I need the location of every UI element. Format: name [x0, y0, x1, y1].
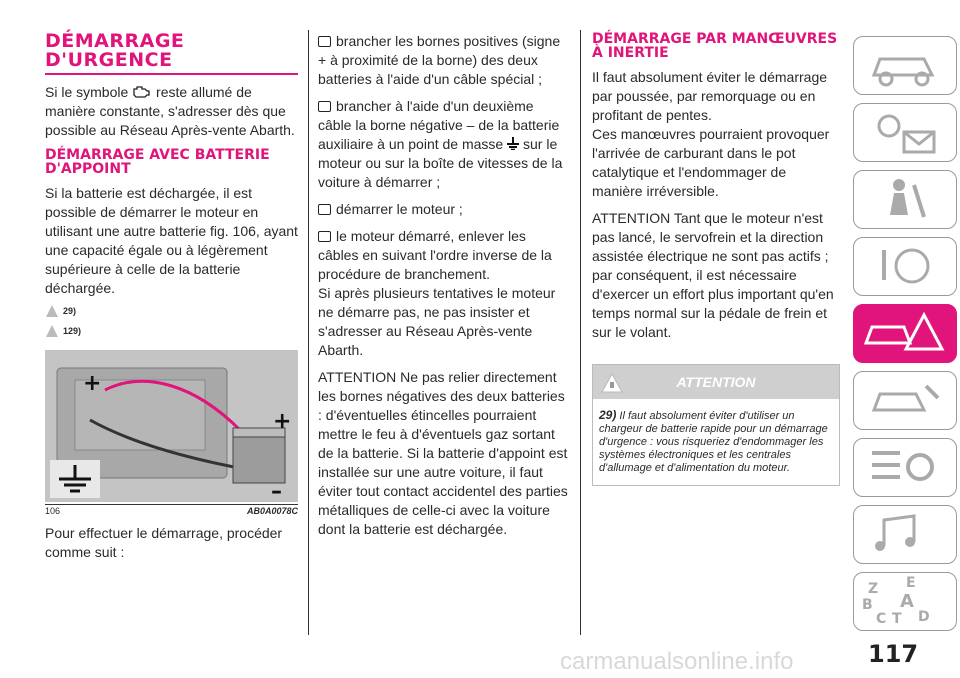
subsection-title-booster-battery: DÉMARRAGE AVEC BATTERIE D'APPOINT	[45, 147, 270, 177]
engine-warning-icon	[132, 85, 152, 98]
retry-paragraph: Si après plusieurs tentatives le moteur ne démarre pas, ne pas insister et s'adresser au Réseau Après-vente Abarth.	[318, 285, 556, 358]
svg-text:E: E	[906, 575, 916, 591]
warning-triangle-icon	[45, 304, 59, 318]
bullet-item: brancher les bornes positives (signe + à proximité de la borne) des deux batteries à l'aide d'un câble spécial ;	[318, 33, 561, 87]
attention-body: 29) Il faut absolument éviter d'utiliser un chargeur de batterie rapide pour un démarrage d'urgence : vous risqueriez d'endommager les systèmes électroniques et les centrales d'allumage et d'alimentation du moteur.	[599, 408, 828, 474]
gears-list-icon	[854, 439, 954, 494]
figure-caption: 106 AB0A0078C	[45, 506, 298, 516]
inertia-paragraph-2: Ces manœuvres pourraient provoquer l'arrivée de carburant dans le pot catalytique et l'endommager de manière irréversible.	[592, 126, 830, 199]
intro-paragraph: Si le symbole reste allumé de manière constante, s'adresser dès que possible au Réseau Après-vente Abarth.	[45, 84, 295, 138]
car-icon	[854, 37, 954, 92]
column-divider	[580, 30, 581, 635]
booster-paragraph: Si la batterie est déchargée, il est possible de démarrer le moteur en utilisant une autre batterie fig. 106, ayant une capacité égale ou à légèrement supérieure à celle de la batterie déchargée.	[45, 185, 298, 296]
checkbox-bullet-icon	[318, 204, 331, 215]
tab-car-overview[interactable]	[853, 36, 957, 95]
tab-index[interactable]	[853, 572, 957, 631]
svg-text:T: T	[892, 611, 902, 627]
inertia-paragraph-1: Il faut absolument éviter le démarrage par poussée, par remorquage ou en profitant de pentes.	[592, 69, 828, 123]
column-3	[592, 32, 840, 486]
music-note-icon	[854, 506, 954, 561]
svg-text:+: +	[83, 371, 102, 396]
figure-battery-jumpstart	[45, 350, 298, 502]
column-1	[45, 32, 298, 562]
warning-ref-129: 129)	[45, 324, 298, 338]
warning-triangle-icon	[45, 324, 59, 338]
watermark: carmanualsonline.info	[560, 648, 794, 675]
tab-safety[interactable]	[853, 170, 957, 229]
tab-multimedia[interactable]	[853, 505, 957, 564]
svg-text:C: C	[876, 611, 887, 627]
tab-maintenance[interactable]	[853, 371, 957, 430]
bullet-item: le moteur démarré, enlever les câbles en suivant l'ordre inverse de la procédure de branchement.	[318, 228, 552, 282]
ground-icon	[507, 137, 519, 150]
battery-jumpstart-illustration	[45, 350, 298, 502]
attention-paragraph: ATTENTION Ne pas relier directement les bornes négatives des deux batteries : d'éventuelles étincelles pourraient mettre le feu à d'éventuels gaz sortant de la batterie. Si la batterie d'appoint est installée sur une autre voiture, il faut éviter tout contact accidentel des parties métalliques de celle-ci avec la voiture dont la batterie est déchargée.	[318, 369, 568, 537]
bullet-item: brancher à l'aide d'un deuxième câble la borne négative – de la batterie auxiliaire à un point de masse sur le moteur ou sur la boîte de vitesses de la voiture à démarrer ;	[318, 98, 563, 190]
warning-ref-29: 29)	[45, 304, 298, 318]
steering-wheel-icon	[854, 238, 954, 293]
inertia-attention-paragraph: ATTENTION Tant que le moteur n'est pas lancé, le servofrein et la direction assistée électrique ne sont pas actifs ; par conséquent, il est nécessaire d'exercer un effort plus important qu'en temps normal sur la pédale de frein et sur le volant.	[592, 210, 834, 340]
car-service-icon	[854, 372, 954, 427]
svg-text:+: +	[273, 409, 292, 434]
svg-text:A: A	[900, 591, 914, 612]
page-number: 117	[868, 640, 919, 668]
svg-text:D: D	[918, 609, 930, 625]
tab-technical-data[interactable]	[853, 438, 957, 497]
bullet-item: démarrer le moteur ;	[318, 200, 570, 219]
tab-driving[interactable]	[853, 237, 957, 296]
svg-text:–: –	[271, 479, 282, 502]
checkbox-bullet-icon	[318, 36, 331, 47]
tab-lights-messages[interactable]	[853, 103, 957, 162]
alphabet-index-icon	[854, 573, 954, 628]
column-2	[318, 32, 570, 539]
column-divider	[308, 30, 309, 635]
light-envelope-icon	[854, 104, 954, 159]
procedure-intro: Pour effectuer le démarrage, procéder comme suit :	[45, 525, 283, 560]
ground-symbol-icon	[50, 460, 100, 498]
airbag-person-icon	[854, 171, 954, 226]
svg-text:Z: Z	[868, 581, 879, 597]
svg-text:B: B	[862, 597, 873, 613]
car-warning-icon	[854, 305, 954, 360]
attention-box	[592, 364, 840, 486]
section-title-inertia-start: DÉMARRAGE PAR MANŒUVRES À INERTIE	[592, 31, 838, 61]
attention-header: ATTENTION	[593, 365, 839, 399]
checkbox-bullet-icon	[318, 231, 331, 242]
section-title-emergency-start: DÉMARRAGE D'URGENCE	[45, 32, 298, 75]
checkbox-bullet-icon	[318, 101, 331, 112]
tab-emergency[interactable]	[853, 304, 957, 363]
